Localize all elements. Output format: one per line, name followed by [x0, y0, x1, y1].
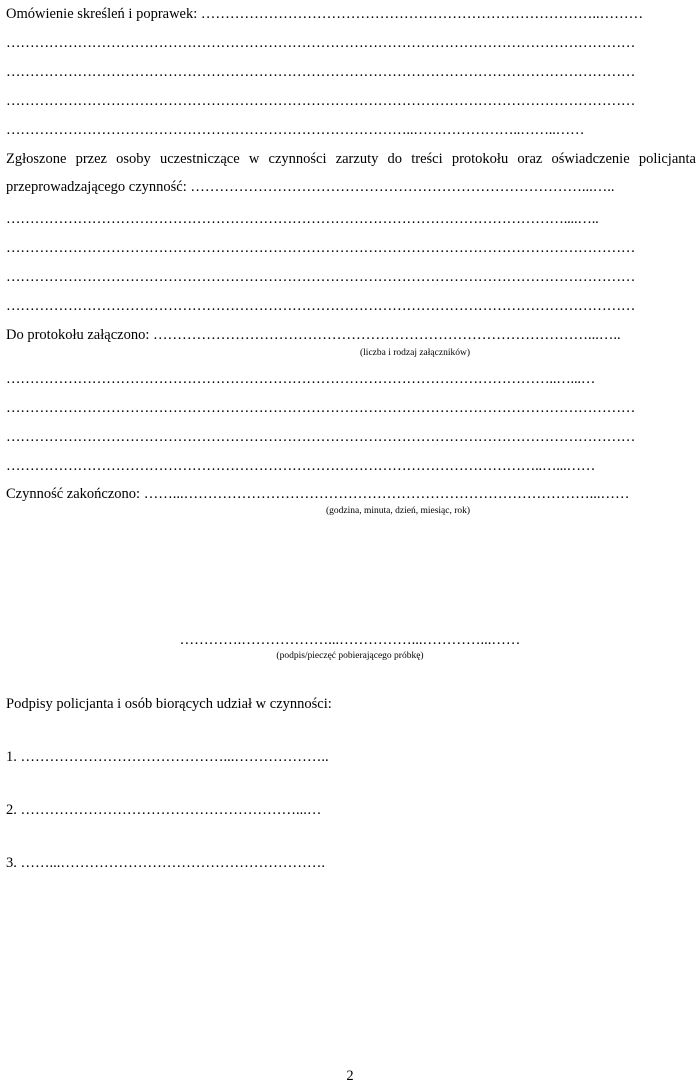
corrections-line-1: …………………………………………………………………………………………………………………… [6, 35, 636, 51]
attachments-caption: (liczba i rodzaj załączników) [360, 348, 470, 358]
objections-line-4: …………………………………………………………………………………………………………………… [6, 298, 636, 314]
attachments-label: Do protokołu załączono: ………………………………………………………………………………...….. [6, 327, 621, 343]
signature-line-1: 1. ……………………………………...……………….. [6, 749, 329, 765]
corrections-line-4: …………………………………………………………………………..…………………..……..…… [6, 122, 585, 138]
corrections-line-2: …………………………………………………………………………………………………………………… [6, 64, 636, 80]
objections-line-2: …………………………………………………………………………………………………………………… [6, 240, 636, 256]
attachments-line-2: …………………………………………………………………………………………………………………… [6, 400, 636, 416]
objections-line-1: ………………………………………………………………………………………………………....….. [6, 211, 599, 227]
signatures-heading: Podpisy policjanta i osób biorących udział w czynności: [6, 696, 332, 712]
page-number: 2 [346, 1068, 354, 1084]
completion-caption: (godzina, minuta, dzień, miesiąc, rok) [326, 506, 471, 516]
objections-label-line-2: przeprowadzającego czynność: ………………………………………………………………………...….. [6, 179, 615, 195]
sampler-signature-caption: (podpis/pieczęć pobierającego próbkę) [276, 651, 424, 661]
signature-line-2: 2. …………………………………………………...… [6, 802, 322, 818]
completion-label: Czynność zakończono: ……...…………………………………………………………………………...…… [6, 486, 630, 502]
corrections-line-3: …………………………………………………………………………………………………………………… [6, 93, 636, 109]
objections-label-line-1: Zgłoszone przez osoby uczestniczące w czynności zarzuty do treści protokołu oraz oświadczenie policjanta [6, 151, 696, 167]
attachments-line-1: ……………………………………………………………………………………………………..…...… [6, 371, 596, 387]
attachments-line-3: …………………………………………………………………………………………………………………… [6, 429, 636, 445]
sampler-signature-line: ………….………………...……………...…………...…… [179, 632, 521, 648]
attachments-line-4: …………………………………………………………………………………………………..…...…… [6, 458, 596, 474]
objections-line-3: …………………………………………………………………………………………………………………… [6, 269, 636, 285]
corrections-label: Omówienie skreśleń i poprawek: ………………………………………………………………………..……… [6, 6, 644, 22]
signature-line-3: 3. ……...………………………………………………. [6, 855, 325, 871]
